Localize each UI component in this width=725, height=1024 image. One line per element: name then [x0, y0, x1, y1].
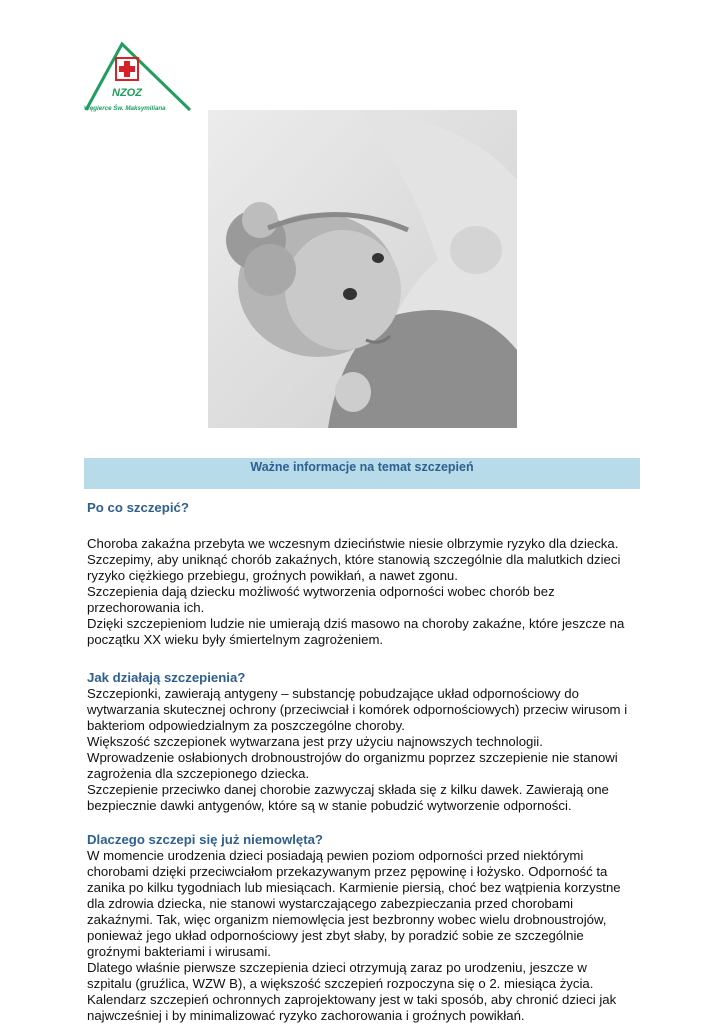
paragraph-line: zakaźnymi. Tak, więc organizm niemowlęcia jest bezbronny wobec wielu drobnoustrojów,: [87, 912, 607, 927]
paragraph-line: przechorowania ich.: [87, 600, 205, 615]
paragraph-line: najwcześniej i by minimalizować ryzyko zachorowania i groźnych powikłań.: [87, 1008, 525, 1023]
document-body: [87, 500, 642, 1024]
paragraph-line: dla zdrowia dziecka, nie stanowi wystarczającego zabezpieczania przed chorobami: [87, 896, 573, 911]
mother-baby-photo-icon: [208, 110, 517, 428]
paragraph-line: Szczepionki, zawierają antygeny – substancję pobudzające układ odpornościowy do: [87, 686, 579, 701]
paragraph-line: bezpiecznie dawki antygenów, które są w stanie pobudzić wytworzenie odporności.: [87, 798, 572, 813]
paragraph-line: bakteriom odpowiedzialnym za poszczególne choroby.: [87, 718, 405, 733]
paragraph-line: W momencie urodzenia dzieci posiadają pewien poziom odporności przed niektórymi: [87, 848, 584, 863]
paragraph-line: chorobami dzięki przeciwciałom przekazywanym przez pępowinę i łożysko. Odporność ta: [87, 864, 608, 879]
paragraph-line: szpitalu (gruźlica, WZW B), a większość szczepień rozpoczyna się o 2. miesiąca życia.: [87, 976, 594, 991]
paragraph-line: groźnymi bakteriami i wirusami.: [87, 944, 271, 959]
mother-baby-photo: [208, 110, 517, 428]
paragraph-line: Większość szczepionek wytwarzana jest przy użyciu najnowszych technologii.: [87, 734, 543, 749]
nzoz-logo: [82, 40, 194, 116]
title-banner: [84, 458, 640, 489]
paragraph-line: Szczepimy, aby uniknąć chorób zakaźnych, które stanowią szczególnie dla malutkich dzieci: [87, 552, 621, 567]
section-heading: Jak działają szczepienia?: [87, 670, 246, 685]
logo-text: NZOZ: [112, 87, 142, 99]
paragraph-line: Wprowadzenie osłabionych drobnoustrojów do organizmu poprzez szczepienie nie stanowi: [87, 750, 618, 765]
paragraph-line: początku XX wieku były śmiertelnym zagrożeniem.: [87, 632, 384, 647]
logo-subtitle: Węgierce Św. Maksymiliana: [84, 105, 166, 112]
section-heading: Dlaczego szczepi się już niemowlęta?: [87, 832, 323, 847]
paragraph-line: Kalendarz szczepień ochronnych zaprojektowany jest w taki sposób, aby chronić dzieci jak: [87, 992, 617, 1007]
paragraph-line: Choroba zakaźna przebyta we wczesnym dzieciństwie niesie olbrzymie ryzyko dla dziecka.: [87, 536, 619, 551]
banner-title: Ważne informacje na temat szczepień: [250, 460, 474, 474]
paragraph-line: ponieważ jego układ odpornościowy jest zbyt słaby, by poradzić sobie ze szczególnie: [87, 928, 584, 943]
section-heading: Po co szczepić?: [87, 500, 189, 515]
paragraph-line: wytwarzania skutecznej ochrony (przeciwciał i komórek odpornościowych) przeciw wirusom i: [87, 702, 628, 717]
paragraph-line: Szczepienie przeciwko danej chorobie zazwyczaj składa się z kilku dawek. Zawierają one: [87, 782, 609, 797]
logo-mountain-icon: [82, 40, 194, 116]
paragraph-line: Szczepienia dają dziecku możliwość wytworzenia odporności wobec chorób bez: [87, 584, 555, 599]
paragraph-line: Dzięki szczepieniom ludzie nie umierają dziś masowo na choroby zakaźne, które jeszcze na: [87, 616, 625, 631]
paragraph-line: zagrożenia dla szczepionego dziecka.: [87, 766, 310, 781]
paragraph-line: ryzyko ciężkiego przebiegu, groźnych powikłań, a nawet zgonu.: [87, 568, 458, 583]
paragraph-line: zanika po kilku tygodniach lub miesiącach. Karmienie piersią, choć bez wątpienia korzystne: [87, 880, 621, 895]
paragraph-line: Dlatego właśnie pierwsze szczepienia dzieci otrzymują zaraz po urodzeniu, jeszcze w: [87, 960, 587, 975]
